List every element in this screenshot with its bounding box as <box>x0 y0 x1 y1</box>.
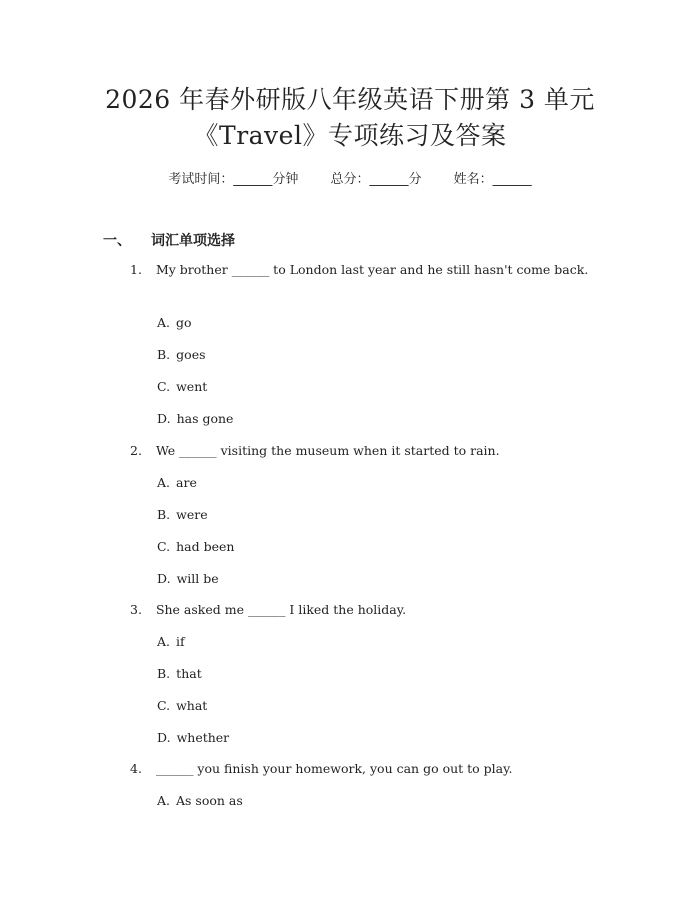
option-text: what <box>176 698 208 713</box>
exam-name: 姓名：______ <box>453 172 532 187</box>
question-stem <box>103 599 593 620</box>
option-letter: A. <box>157 315 171 330</box>
question-number: 2. <box>130 443 142 458</box>
question-text: ______ you finish your homework, you can go out to play. <box>155 761 513 776</box>
option-text: has gone <box>176 411 234 426</box>
exam-score: 总分：______分 <box>330 172 422 187</box>
option-letter: B. <box>157 507 171 522</box>
question-text: We ______ visiting the museum when it started to rain. <box>155 443 500 458</box>
option-letter: A. <box>157 793 171 808</box>
option-text: went <box>176 379 208 394</box>
option <box>157 633 185 651</box>
option-text: that <box>176 666 202 681</box>
option-text: go <box>176 315 192 330</box>
question-number: 1. <box>130 262 142 277</box>
option <box>157 729 229 747</box>
option-letter: B. <box>157 666 171 681</box>
option <box>157 506 208 524</box>
option-text: are <box>176 475 197 490</box>
option-text: had been <box>176 539 235 554</box>
option <box>157 792 243 810</box>
option-text: if <box>176 634 185 649</box>
option <box>157 314 192 332</box>
option-letter: A. <box>157 475 171 490</box>
section-number: 一、 <box>103 233 131 249</box>
option <box>157 570 219 588</box>
option <box>157 474 197 492</box>
option-text: will be <box>176 571 219 586</box>
question-stem <box>103 259 593 280</box>
option <box>157 665 202 683</box>
question-stem <box>103 758 593 779</box>
exam-info <box>0 168 700 187</box>
question-text: My brother ______ to London last year and he still hasn't come back. <box>155 262 589 277</box>
option-letter: C. <box>157 539 171 554</box>
question-number: 4. <box>130 761 142 776</box>
section-heading <box>103 230 235 250</box>
option-text: whether <box>176 730 230 745</box>
document-title-line2: 《Travel》专项练习及答案 <box>193 121 507 150</box>
exam-time: 考试时间：______分钟 <box>168 172 299 187</box>
option <box>157 697 207 715</box>
section-title: 词汇单项选择 <box>151 233 235 249</box>
document-title-line1: 2026 年春外研版八年级英语下册第 3 单元 <box>105 85 595 114</box>
question-stem <box>103 440 593 461</box>
option <box>157 346 206 364</box>
option-letter: A. <box>157 634 171 649</box>
option-letter: D. <box>157 571 171 586</box>
option <box>157 538 234 556</box>
option <box>157 410 233 428</box>
option-text: goes <box>176 347 206 362</box>
question-text: She asked me ______ I liked the holiday. <box>155 602 407 617</box>
option <box>157 378 207 396</box>
option-text: were <box>176 507 208 522</box>
option-letter: C. <box>157 379 171 394</box>
option-letter: D. <box>157 411 171 426</box>
option-text: As soon as <box>176 793 243 808</box>
option-letter: B. <box>157 347 171 362</box>
question-number: 3. <box>130 602 142 617</box>
option-letter: D. <box>157 730 171 745</box>
option-letter: C. <box>157 698 171 713</box>
